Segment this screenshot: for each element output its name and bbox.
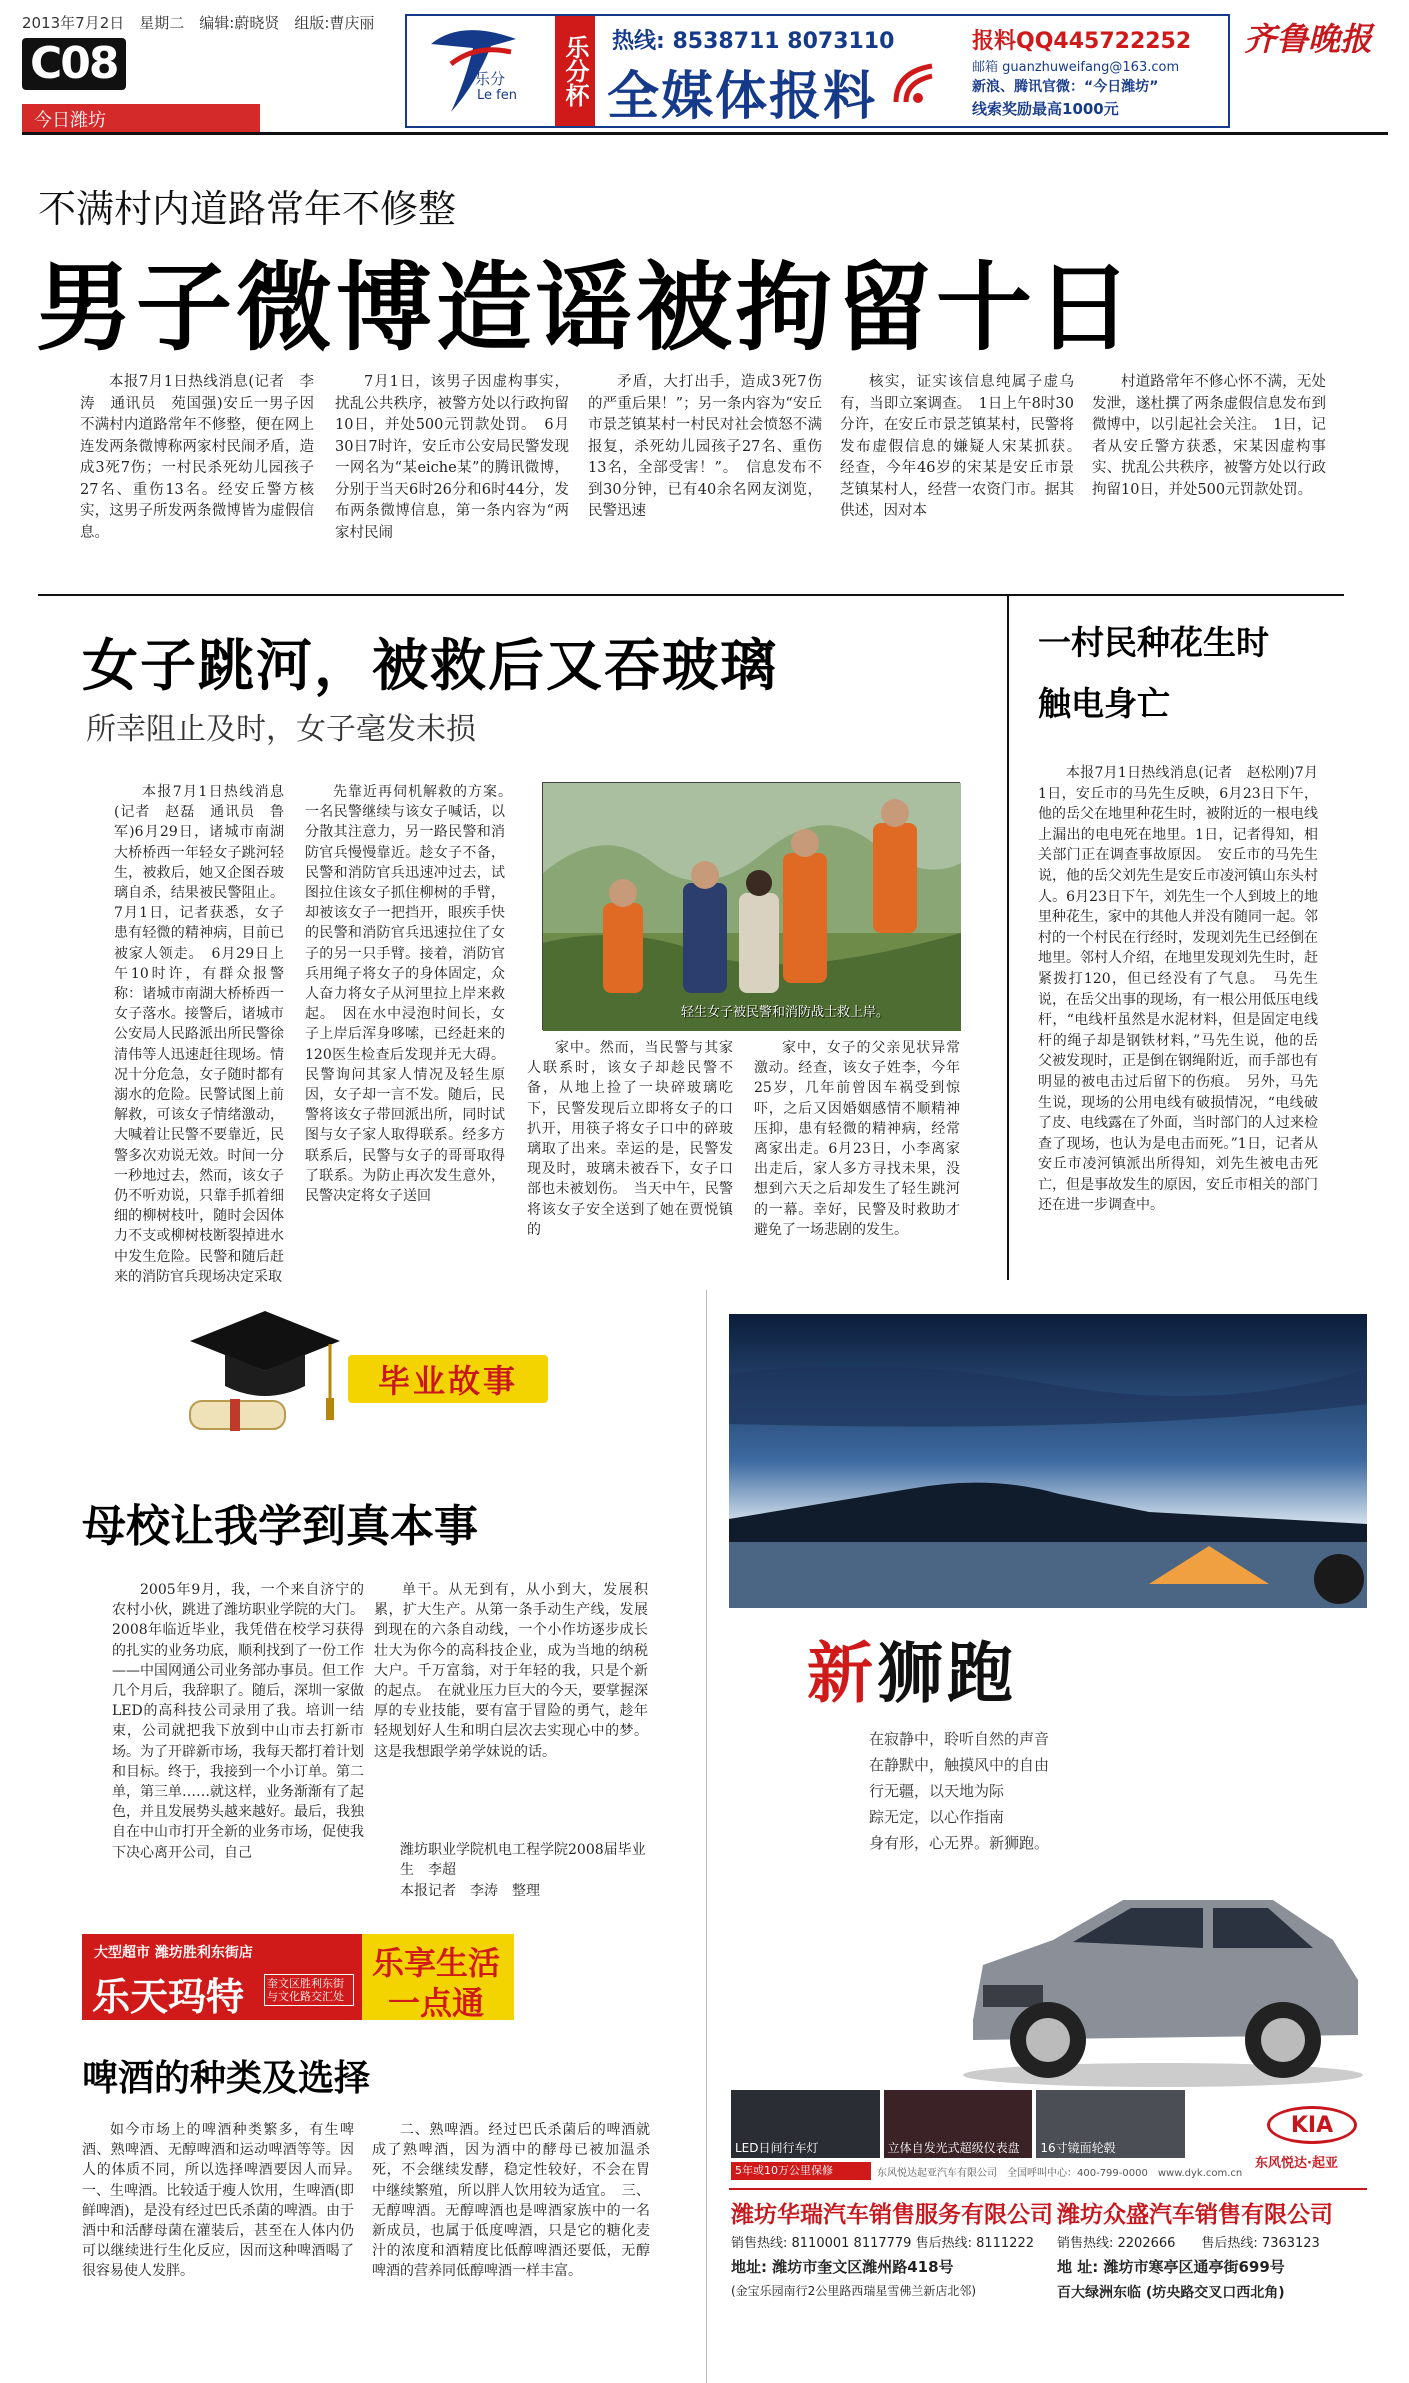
kia-logo: KIA (1267, 2106, 1357, 2144)
article1-col2: 7月1日，该男子因虚构事实，扰乱公共秩序，被警方处以行政拘留10日，并处500元罚款处罚。 6月30日7时许，安丘市公安局民警发现一网名为“某eiche某”的腾讯微博，分别于当天6时26分和6时44分，发布两条微博信息，第一条内容为“两家村民闹 (335, 374, 569, 541)
photo-caption: 轻生女子被民警和消防战士救上岸。 (681, 1005, 890, 1020)
lotte-slogan-1: 乐享生活 (372, 1944, 501, 1982)
article2-col2: 先靠近再伺机解救的方案。 一名民警继续与该女子喊话，以分散其注意力，另一路民警和消防官兵慢慢靠近。趁女子不备，民警和消防官兵迅速冲过去，试图拉住该女子抓住柳树的手臂，却被该女子一把挡开，眼疾手快的民警和消防官兵迅速拉住了女子的另一只手臂。接着，消防官兵用绳子将女子的身体固定，众人奋力将女子从河里拉上岸来救起。 因在水中浸泡时间长，女子上岸后浑身哆嗦，已经赶来的120医生检查后发现并无大碍。民警询问其家人情况及轻生原因，女子却一言不发。随后，民警将该女子带回派出所，同时试图与女子家人取得联系。经多方联系后，民警与女子的哥哥取得了联系。为防止再次发生意外，民警决定将女子送回 (305, 784, 519, 1205)
car-ad-brand-rest: 狮跑 (877, 1635, 1017, 1712)
feature-wheel (1036, 2090, 1185, 2158)
dealer2-name: 潍坊众盛汽车销售有限公司 (1057, 2202, 1333, 2228)
feature-label: LED日间行车灯 (735, 2141, 819, 2155)
dealer-rule (729, 2188, 1367, 2190)
article1-subtitle: 不满村内道路常年不修整 (38, 187, 457, 231)
article3-title-line2: 触电身亡 (1038, 684, 1170, 723)
article3-body: 本报7月1日热线消息(记者 赵松刚)7月1日，安丘市的马先生反映，6月23日下午，他的岳父在地里种花生时，被附近的一根电线上漏出的电电死在地里。1日，记者得知，相关部门正在调查事故原因。 安丘市的马先生说，他的岳父刘先生是安丘市凌河镇山东头村人。6月23日下午，刘先生一个人到坡上的地里种花生，家中的其他人并没有随同一起。邻村的一个村民在行经时，发现刘先生已经倒在地里。邻村人介绍，在地里发现刘先生时，赶紧拨打120，但已经没有了气息。 马先生说，在岳父出事的现场，有一根公用低压电线杆，“电线杆虽然是水泥材料，但是固定电线杆的绳子却是钢铁材料，”马先生说，他的岳父被发现时，正是倒在钢绳附近，而手部也有明显的被电击过后留下的伤痕。 另外，马先生说，现场的公用电线有破损情况，“电线破了皮、电线露在了外面，当时部门的人过来检查了现场，也认为是电击而死。”1日，记者从安丘市凌河镇派出所得知，刘先生被电击死亡，但是事故发生的原因，安丘市相关的部门还在进一步调查中。 (1038, 765, 1318, 1214)
dealer1-name: 潍坊华瑞汽车销售服务有限公司 (731, 2202, 1053, 2228)
car-ad[interactable] (706, 1290, 1388, 2383)
article3-title-line1: 一村民种花生时 (1038, 623, 1269, 662)
article2-subtitle: 所幸阻止及时，女子毫发未损 (86, 712, 476, 747)
car-ad-poem (869, 1726, 1049, 1856)
dealer2-address: 地 址: 潍坊市寒亭区通亭街699号 (1057, 2258, 1285, 2276)
ad-weibo: 新浪、腾讯官微：“今日潍坊” (972, 79, 1159, 95)
feature-label: 16寸镜面轮毂 (1040, 2141, 1116, 2155)
lotte-ad-name: 乐天玛特 (92, 1975, 245, 2019)
header-date-line: 2013年7月2日 星期二 编辑:蔚晓贤 组版:曹庆丽 (22, 14, 375, 32)
page-number: C08 (22, 38, 126, 90)
graduation-signature: 潍坊职业学院机电工程学院2008届毕业生 李超 (400, 1842, 646, 1878)
beer-col1: 如今市场上的啤酒种类繁多，有生啤酒、熟啤酒、无醇啤酒和运动啤酒等等。因人的体质不同，所以选择啤酒要因人而异。 一、生啤酒。比较适于瘦人饮用，生啤酒(即鲜啤酒)，是没有经过巴氏杀菌的啤酒。由于酒中和活酵母菌在灌装后，甚至在人体内仍可以继续进行生化反应，因而这种啤酒喝了很容易使人发胖。 (82, 2122, 368, 2280)
article2-title: 女子跳河，被救后又吞玻璃 (82, 634, 778, 699)
lotte-ad[interactable] (82, 1934, 514, 2020)
section-label: 今日潍坊 (22, 104, 260, 132)
feature-dashboard (884, 2090, 1033, 2158)
lefen-cup-tag: 乐分杯 (555, 16, 595, 126)
graduation-cap-icon (190, 1306, 340, 1440)
ad-email: 邮箱 guanzhuweifang@163.com (972, 60, 1180, 75)
poem-line: 行无疆，以天地为际 (869, 1782, 1005, 1800)
poem-line: 在静默中，触摸风中的自由 (869, 1756, 1050, 1774)
car-ad-brand: 新狮跑 (807, 1635, 1017, 1712)
warranty-strip: 5年或10万公里保修 (731, 2162, 871, 2180)
article1-title: 男子微博造谣被拘留十日 (36, 252, 1136, 364)
article1-col5: 村道路常年不修心怀不满，无处发泄，遂杜撰了两条虚假信息发布到微博中，以引起社会关注。 1日，记者从安丘警方获悉，宋某因虚构事实、扰乱公共秩序，被警方处以行政拘留10日，并处500元罚款处罚。 (1092, 374, 1326, 498)
lotte-slogan-box (362, 1934, 514, 2020)
top-ad-banner[interactable] (405, 14, 1230, 128)
ad-headline: 全媒体报料 (607, 67, 878, 127)
ad-reward: 线索奖励最高1000元 (972, 100, 1119, 118)
ad-qq: 报料QQ445722252 (972, 29, 1192, 54)
signal-icon (892, 62, 936, 110)
car-ad-company: 东风悦达起亚汽车有限公司 全国呼叫中心：400-799-0000 www.dyk.com.cn (877, 2168, 1243, 2179)
feature-label: 立体自发光式超级仪表盘 (887, 2141, 1020, 2155)
article1-rule (38, 594, 1344, 596)
article1-col1: 本报7月1日热线消息(记者 李涛 通讯员 苑国强)安丘一男子因不满村内道路常年不修整，便在网上连发两条微博称两家村民闹矛盾，造成3死7伤；一村民杀死幼儿园孩子27名、重伤13名。经安丘警方核实，这男子所发两条微博皆为虚假信息。 (80, 374, 314, 541)
graduation-col2: 单干。从无到有，从小到大，发展积累，扩大生产。从第一条手动生产线，发展到现在的六条自动线，一个小作坊逐步成长壮大为你今的高科技企业，成为当地的纳税大户。千万富翁，对于年轻的我，只是个新的起点。 在就业压力巨大的今天，要掌握深厚的专业技能，要有富于冒险的勇气，趁年轻规划好人生和明白层次去实现心中的梦。这是我想跟学弟学妹说的话。 (374, 1582, 648, 1760)
column-divider (1007, 596, 1009, 1280)
dealer1-phone: 销售热线: 8110001 8117779 售后热线: 8111222 (731, 2236, 1034, 2251)
feature-led (731, 2090, 880, 2158)
poem-line: 身有形，心无界。新狮跑。 (869, 1834, 1050, 1852)
dealer1-address: 地址: 潍坊市奎文区潍州路418号 (731, 2258, 954, 2276)
lotte-ad-top: 大型超市 潍坊胜利东街店 (94, 1945, 253, 1961)
car-features (731, 2090, 1185, 2158)
beer-title: 啤酒的种类及选择 (82, 2058, 371, 2099)
article2-col4: 家中，女子的父亲见状异常激动。经查，该女子姓李，今年25岁，几年前曾因车祸受到惊吓，之后又因婚姻感情不顺精神压抑，患有轻微的精神病，经常离家出走。6月23日，小李离家出走后，家人多方寻找未果，没想到六天之后却发生了轻生跳河的一幕。幸好，民警及时救助才避免了一场悲剧的发生。 (754, 1040, 960, 1238)
article1-col4: 核实，证实该信息纯属子虚乌有，当即立案调查。 1日上午8时30分许，在安丘市景芝镇某村，民警将发布虚假信息的嫌疑人宋某抓获。 经查，今年46岁的宋某是安丘市景芝镇某村人，经营一农资门市。据其供述，因对本 (840, 374, 1089, 519)
graduation-col1: 2005年9月，我，一个来自济宁的农村小伙，跳进了潍坊职业学院的大门。2008年临近毕业，我凭借在校学习获得的扎实的业务功底，顺利找到了一份工作——中国网通公司业务部办事员。但工作几个月后，我辞职了。随后，深圳一家做LED的高科技公司录用了我。培训一结束，公司就把我下放到中山市去打新市场。为了开辟新市场，我每天都打着计划和目标。终于，我接到一个小订单。第二单，第三单……就这样，业务渐渐有了起色，并且发展势头越来越好。最后，我独自在中山市打开全新的业务市场，促使我下决心离开公司，自己 (112, 1582, 364, 1861)
lefen-cn: 乐分 (475, 70, 506, 88)
dealer2-phone: 销售热线: 2202666 售后热线: 7363123 (1057, 2236, 1320, 2251)
article2-col1: 本报7月1日热线消息(记者 赵磊 通讯员 鲁军)6月29日，诸城市南湖大桥桥西一年轻女子跳河轻生，被救后，她又企图吞玻璃自杀，结果被民警阻止。7月1日，记者获悉，女子患有轻微的精神病，目前已被家人领走。 6月29日上午10时许，有群众报警称：诸城市南湖大桥桥西一女子落水。接警后，诸城市公安局人民路派出所民警徐清伟等人迅速赶往现场。情况十分危急，女子随时都有溺水的危险。民警试图上前解救，可该女子情绪激动，大喊着让民警不要靠近，民警多次劝说无效。时间一分一秒地过去，然而，该女子仍不听劝说，只靠手抓着细细的柳树枝叶，随时会因体力不支或柳树枝断裂掉进水中发生危险。民警和随后赶来的消防官兵现场决定采取 (114, 784, 284, 1285)
graduation-badge: 毕业故事 (348, 1355, 548, 1403)
beer-col2: 二、熟啤酒。经过巴氏杀菌后的啤酒就成了熟啤酒，因为酒中的酵母已被加温杀死，不会继续发酵，稳定性较好，不会在胃中继续繁殖，所以胖人饮用较为适宜。 三、无醇啤酒。无醇啤酒也是啤酒家族中的一名新成员，也属于低度啤酒，只是它的糖化麦汁的浓度和酒精度比低醇啤酒还要低，无醇啤酒的营养同低醇啤酒一样丰富。 (372, 2122, 650, 2280)
dealer2-note: 百大绿洲东临 (坊央路交叉口西北角) (1057, 2285, 1285, 2301)
rescue-photo (542, 782, 960, 1030)
graduation-credit: 本报记者 李涛 整理 (400, 1883, 540, 1899)
kia-cn: 东风悦达·起亚 (1255, 2156, 1338, 2171)
header-rule (22, 132, 1388, 135)
lake-sunset-photo (729, 1314, 1367, 1608)
graduation-title: 母校让我学到真本事 (82, 1501, 478, 1552)
lotte-slogan-2: 一点通 (388, 1984, 485, 2022)
poem-line: 踪无定，以心作指南 (869, 1808, 1005, 1826)
article2-col3: 家中。然而，当民警与其家人联系时，该女子却趁民警不备，从地上捡了一块碎玻璃吃下，民警发现后立即将女子的口扒开，用筷子将女子口中的碎玻璃取了出来。幸运的是，民警发现及时，玻璃未被吞下，女子口部也未被划伤。 当天中午，民警将该女子安全送到了她在贾悦镇的 (527, 1040, 733, 1238)
car-image (953, 1870, 1373, 2094)
poem-line: 在寂静中，聆听自然的声音 (869, 1730, 1050, 1748)
dealer1-note: (金宝乐园南行2公里路西瑞星雪佛兰新店北邻) (731, 2284, 976, 2298)
ad-hotline: 热线: 8538711 8073110 (612, 29, 895, 54)
article1-col3: 矛盾，大打出手，造成3死7伤的严重后果！”；另一条内容为“安丘市景芝镇某村一村民对社会愤怒不满报复，杀死幼儿园孩子27名、重伤13名，全部受害！”。 信息发布不到30分钟，已有40余名网友浏览，民警迅速 (588, 374, 822, 519)
lotte-ad-address: 奎文区胜利东街与文化路交汇处 (264, 1974, 354, 2006)
masthead-logo: 齐鲁晚报 (1244, 20, 1373, 58)
lefen-en: Le fen (477, 88, 517, 103)
